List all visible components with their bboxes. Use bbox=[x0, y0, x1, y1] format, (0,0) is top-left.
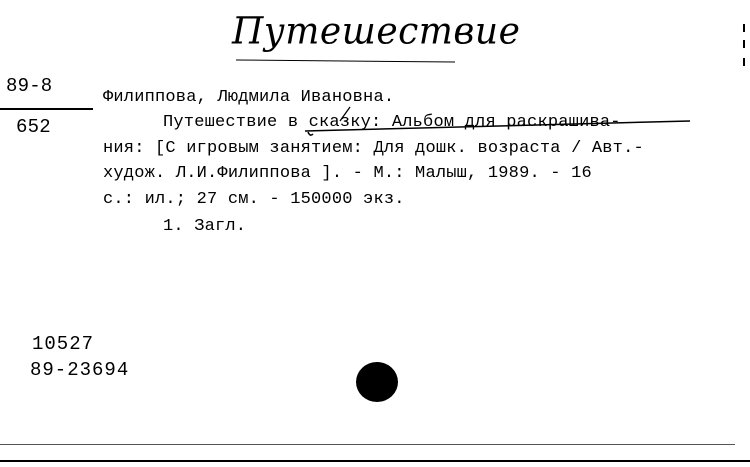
description-line-3: с.: ил.; 27 см. - 150000 экз. bbox=[103, 190, 405, 209]
edge-tick-2 bbox=[743, 40, 745, 48]
handwritten-title: Путешествие bbox=[232, 10, 521, 54]
inventory-number: 10527 bbox=[32, 333, 95, 355]
comma-mark-stroke bbox=[308, 132, 313, 135]
call-number-line-2: 652 bbox=[16, 116, 51, 138]
description-line-2: худож. Л.И.Филиппова ]. - М.: Малыш, 1989. - 16 bbox=[103, 164, 592, 183]
heading-underline bbox=[236, 60, 455, 62]
ink-blot bbox=[356, 362, 398, 402]
edge-tick-1 bbox=[743, 24, 745, 32]
inventory-code: 89-23694 bbox=[30, 359, 130, 381]
call-number-divider bbox=[0, 108, 93, 110]
call-number-line-1: 89-8 bbox=[6, 75, 53, 97]
title-line: Путешествие в сказку: Альбом для раскрашива- bbox=[163, 113, 621, 132]
card-bottom-rule bbox=[0, 460, 750, 462]
author-heading: Филиппова, Людмила Ивановна. bbox=[103, 88, 395, 107]
edge-tick-3 bbox=[743, 58, 745, 66]
card-bottom-faint-rule bbox=[0, 444, 735, 445]
subject-tracing: 1. Загл. bbox=[163, 217, 247, 236]
description-line-1: ния: [С игровым занятием: Для дошк. возраста / Авт.- bbox=[103, 139, 644, 158]
